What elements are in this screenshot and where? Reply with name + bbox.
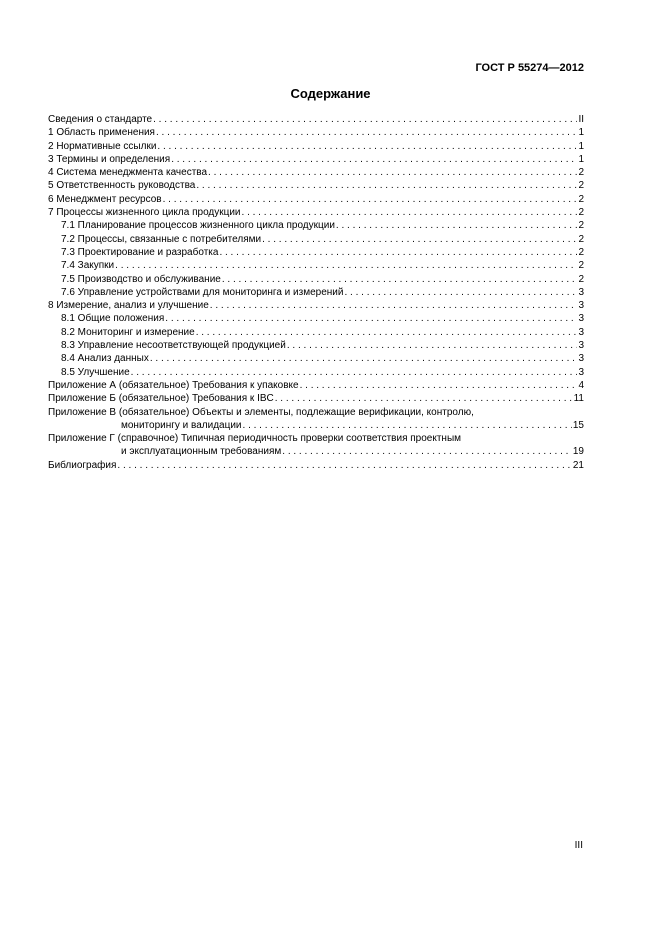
toc-leader: [196, 326, 578, 339]
page-number: III: [574, 840, 583, 851]
toc-leader: [275, 392, 573, 405]
table-of-contents: [48, 113, 584, 472]
toc-entry-line2[interactable]: [48, 419, 584, 432]
toc-entry-label: Библиография: [48, 459, 117, 471]
toc-entry-page: 3: [578, 366, 584, 378]
toc-leader: [117, 459, 571, 472]
toc-entry-page: II: [578, 114, 584, 125]
toc-entry[interactable]: [48, 113, 584, 126]
toc-leader: [196, 179, 577, 192]
toc-entry-label: 8.2 Мониторинг и измерение: [61, 326, 195, 338]
toc-entry-page: 2: [578, 233, 584, 245]
toc-subentry[interactable]: [48, 286, 584, 299]
toc-entry[interactable]: [48, 379, 584, 392]
toc-entry-label: 3 Термины и определения: [48, 153, 171, 165]
toc-leader: [153, 113, 577, 126]
toc-entry-label: 2 Нормативные ссылки: [48, 140, 157, 152]
toc-entry-page: 15: [572, 419, 584, 431]
toc-entry-label: 7.3 Проектирование и разработка: [61, 246, 219, 258]
toc-entry-label: 4 Система менеджмента качества: [48, 167, 208, 179]
toc-entry-page: 2: [578, 273, 584, 285]
toc-entry-label: 7.2 Процессы, связанные с потребителями: [61, 233, 262, 245]
toc-entry-label: 5 Ответственность руководства: [48, 180, 196, 192]
toc-entry[interactable]: [48, 392, 584, 405]
toc-entry-label: 7 Процессы жизненного цикла продукции: [48, 207, 241, 219]
toc-entry-page: 3: [578, 353, 584, 365]
toc-entry-page: 2: [578, 207, 584, 219]
toc-leader: [163, 193, 578, 206]
toc-subentry[interactable]: [48, 259, 584, 272]
toc-entry-line1[interactable]: [48, 432, 584, 445]
toc-entry-label: Сведения о стандарте: [48, 114, 153, 125]
toc-entry-label: 7.6 Управление устройствами для мониторинга и измерений: [61, 286, 344, 298]
toc-leader: [336, 219, 578, 232]
toc-entry-page: 1: [578, 127, 584, 139]
toc-leader: [165, 312, 577, 325]
toc-leader: [242, 206, 578, 219]
toc-leader: [115, 259, 577, 272]
toc-leader: [156, 126, 577, 139]
toc-entry-label: 7.1 Планирование процессов жизненного цикла продукции: [61, 220, 335, 232]
toc-entry-page: 21: [572, 459, 584, 471]
toc-subentry[interactable]: [48, 273, 584, 286]
toc-entry[interactable]: [48, 153, 584, 166]
toc-entry[interactable]: [48, 193, 584, 206]
toc-entry-label: 7.4 Закупки: [61, 260, 115, 272]
toc-entry-page: 2: [578, 246, 584, 258]
toc-entry-label: и эксплуатационным требованиям: [121, 446, 282, 458]
toc-entry-page: 3: [578, 313, 584, 325]
toc-entry-label: 8.5 Улучшение: [61, 366, 130, 378]
toc-entry-page: 3: [578, 286, 584, 298]
toc-entry-page: 19: [572, 446, 584, 458]
toc-entry[interactable]: [48, 459, 584, 472]
toc-entry-line2[interactable]: [48, 445, 584, 458]
toc-entry-page: 1: [578, 140, 584, 152]
toc-entry-label: Приложение Г (справочное) Типичная периодичность проверки соответствия проектным: [48, 433, 462, 445]
toc-entry-label: 1 Область применения: [48, 127, 155, 139]
toc-leader: [282, 445, 572, 458]
toc-entry-page: 2: [578, 167, 584, 179]
toc-entry-label: 7.5 Производство и обслуживание: [61, 273, 221, 285]
toc-entry-label: Приложение Б (обязательное) Требования к IBC: [48, 393, 274, 405]
toc-entry-label: 8.1 Общие положения: [61, 313, 165, 325]
toc-subentry[interactable]: [48, 233, 584, 246]
toc-entry-page: 11: [573, 393, 584, 405]
toc-entry-page: 1: [578, 153, 584, 165]
toc-leader: [222, 273, 578, 286]
toc-leader: [171, 153, 577, 166]
toc-entry-line1[interactable]: [48, 406, 584, 419]
toc-leader: [262, 233, 577, 246]
toc-subentry[interactable]: [48, 326, 584, 339]
toc-leader: [131, 366, 578, 379]
toc-leader: [150, 352, 578, 365]
toc-entry[interactable]: [48, 179, 584, 192]
toc-subentry[interactable]: [48, 352, 584, 365]
toc-entry-page: 2: [578, 193, 584, 205]
toc-entry-label: мониторингу и валидации: [121, 419, 242, 431]
toc-entry[interactable]: [48, 166, 584, 179]
toc-leader: [219, 246, 577, 259]
toc-entry-label: Приложение А (обязательное) Требования к упаковке: [48, 379, 299, 391]
toc-entry-label: Приложение В (обязательное) Объекты и элементы, подлежащие верификации, контролю,: [48, 406, 474, 418]
toc-subentry[interactable]: [48, 366, 584, 379]
toc-subentry[interactable]: [48, 246, 584, 259]
toc-leader: [208, 166, 577, 179]
toc-entry[interactable]: [48, 126, 584, 139]
toc-subentry[interactable]: [48, 339, 584, 352]
toc-entry-page: 3: [578, 300, 584, 312]
document-code: ГОСТ Р 55274—2012: [475, 62, 584, 74]
toc-entry-page: 2: [578, 220, 584, 232]
toc-leader: [243, 419, 572, 432]
toc-subentry[interactable]: [48, 312, 584, 325]
toc-entry-label: 6 Менеджмент ресурсов: [48, 193, 162, 205]
toc-entry-label: 8.4 Анализ данных: [61, 353, 149, 365]
toc-entry-page: 2: [578, 260, 584, 272]
toc-entry-label: 8 Измерение, анализ и улучшение: [48, 300, 209, 312]
toc-entry-page: 3: [578, 326, 584, 338]
toc-leader: [287, 339, 578, 352]
toc-entry[interactable]: [48, 140, 584, 153]
toc-leader: [210, 299, 578, 312]
toc-entry-page: 2: [578, 180, 584, 192]
toc-leader: [157, 140, 577, 153]
toc-entry-label: 8.3 Управление несоответствующей продукцией: [61, 340, 286, 352]
toc-leader: [344, 286, 577, 299]
toc-entry-page: 3: [578, 340, 584, 352]
toc-subentry[interactable]: [48, 219, 584, 232]
toc-entry-page: 4: [578, 379, 584, 391]
toc-leader: [300, 379, 578, 392]
toc-entry[interactable]: [48, 299, 584, 312]
page-title: Содержание: [290, 86, 371, 101]
toc-entry[interactable]: [48, 206, 584, 219]
